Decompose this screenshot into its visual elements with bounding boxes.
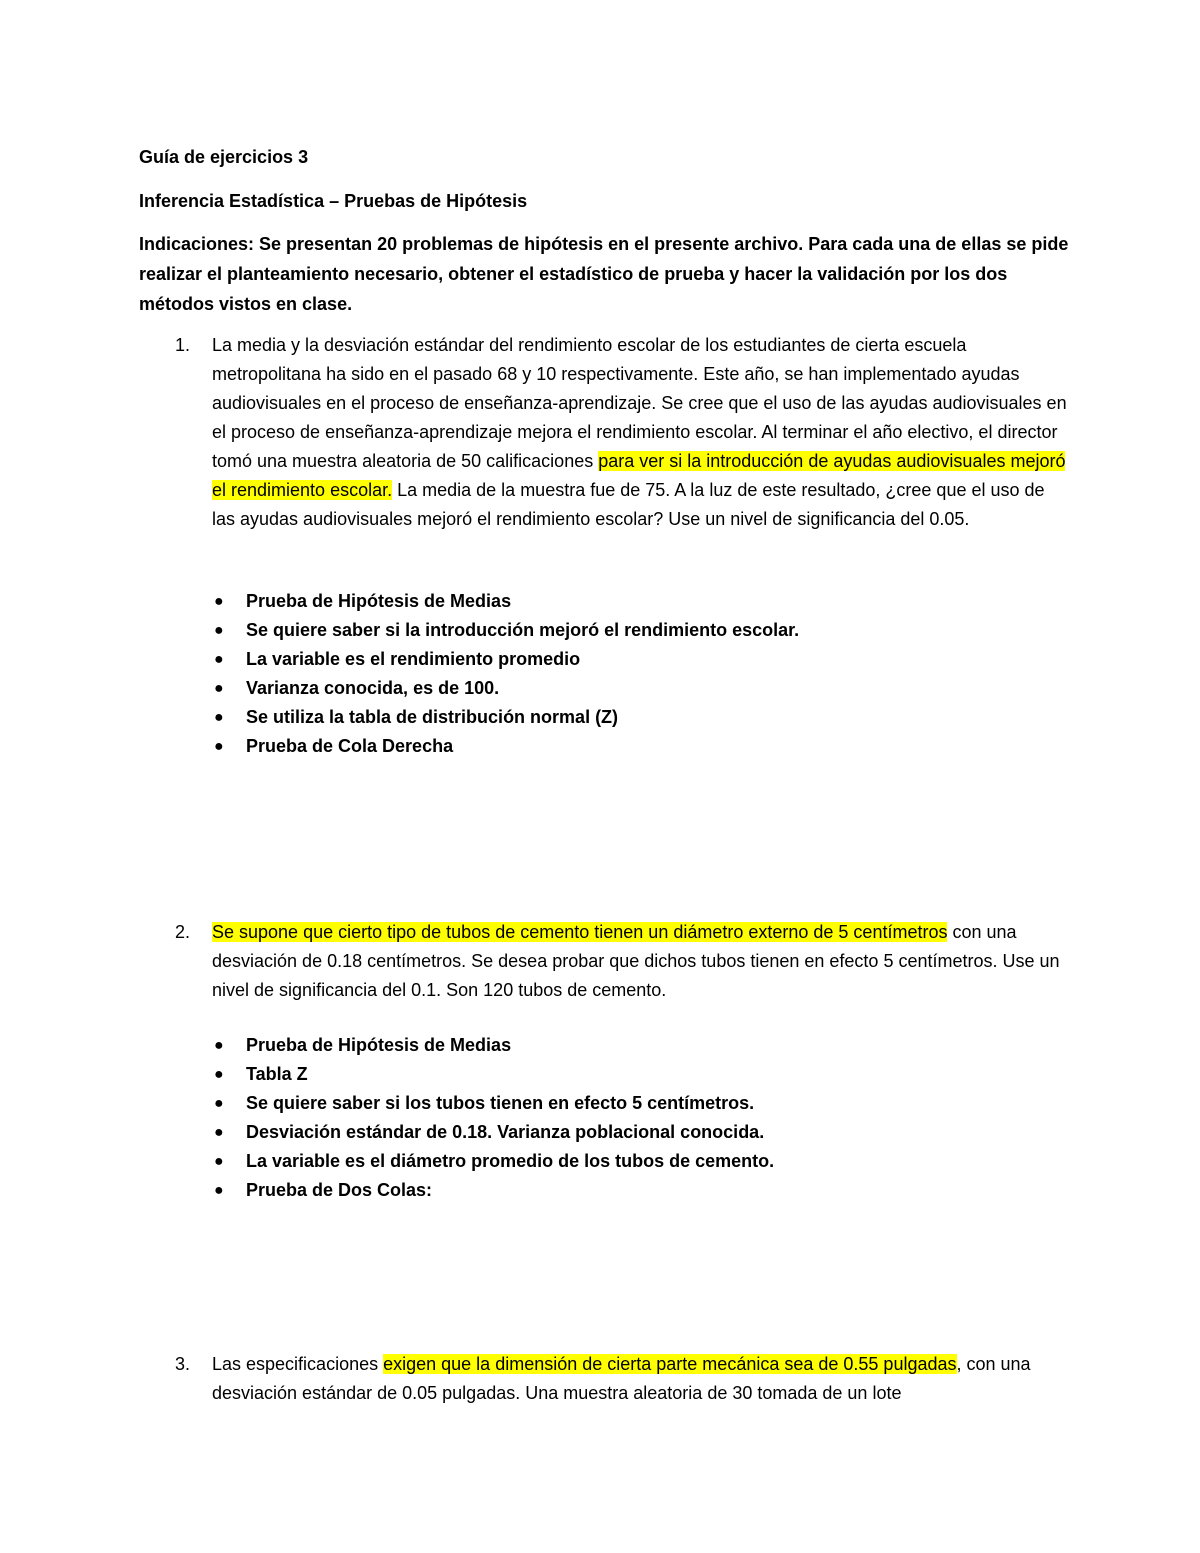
problem-3-text: [212, 1350, 1068, 1408]
problem-2-number: 2.: [175, 922, 191, 942]
bullet-icon: ●: [214, 1153, 224, 1170]
problem-3-highlight: exigen que la dimensión de cierta parte mecánica sea de 0.55 pulgadas: [383, 1354, 957, 1374]
list-item: ● Prueba de Hipótesis de Medias: [212, 1031, 1032, 1060]
bullet-icon: ●: [214, 1037, 224, 1054]
problem-3-text-after: , con una desviación estándar de 0.05 pulgadas. Una muestra aleatoria de 30 tomada de un lote: [212, 1354, 1031, 1403]
list-item: ● Se utiliza la tabla de distribución normal (Z): [212, 703, 1032, 732]
problem-1-text-before: La media y la desviación estándar del rendimiento escolar de los estudiantes de cierta escuela metropolitana ha sido en el pasado 68 y 10 respectivamente. Este año, se han implementado ayudas audiovisuales en el proceso de enseñanza-aprendizaje. Se cree que el uso de las ayudas audiovisuales en el proceso de enseñanza-aprendizaje mejora el rendimiento escolar. Al terminar el año electivo, el director tomó una muestra aleatoria de 50 calificaciones: [212, 335, 1067, 471]
document-title: Guía de ejercicios 3: [139, 147, 309, 167]
bullet-icon: ●: [214, 709, 224, 726]
bullet-icon: ●: [214, 622, 224, 639]
problem-3: [139, 1350, 1069, 1408]
problem-3-text-before: Las especificaciones: [212, 1354, 384, 1374]
list-item: ● Varianza conocida, es de 100.: [212, 674, 1032, 703]
problem-1: [139, 331, 1069, 534]
list-item: ● La variable es el diámetro promedio de los tubos de cemento.: [212, 1147, 1032, 1176]
bullet-icon: ●: [214, 1095, 224, 1112]
problem-2-text-after: con una desviación de 0.18 centímetros. Se desea probar que dichos tubos tienen en efecto 5 centímetros. Use un nivel de significancia del 0.1. Son 120 tubos de cemento.: [212, 922, 1060, 1000]
document-subtitle: Inferencia Estadística – Pruebas de Hipótesis: [139, 191, 528, 211]
problem-1-highlight: para ver si la introducción de ayudas audiovisuales mejoró el rendimiento escolar.: [212, 451, 1066, 500]
problem-2-highlight: Se supone que cierto tipo de tubos de cemento tienen un diámetro externo de 5 centímetros: [212, 922, 948, 942]
problem-3-number: 3.: [175, 1354, 191, 1374]
list-item: ● Prueba de Cola Derecha: [212, 732, 1032, 761]
list-item: ● Se quiere saber si los tubos tienen en efecto 5 centímetros.: [212, 1089, 1032, 1118]
problem-2: [139, 918, 1069, 1005]
list-item: ● Prueba de Dos Colas:: [212, 1176, 1032, 1205]
list-item: ● Tabla Z: [212, 1060, 1032, 1089]
problem-2-bullet-list: [212, 1031, 1032, 1205]
bullet-icon: ●: [214, 651, 224, 668]
problem-1-text-after: La media de la muestra fue de 75. A la luz de este resultado, ¿cree que el uso de las ayudas audiovisuales mejoró el rendimiento escolar? Use un nivel de significancia del 0.05.: [212, 480, 1045, 529]
problem-1-bullet-list: [212, 587, 1032, 761]
problem-2-text: [212, 918, 1068, 1005]
bullet-icon: ●: [214, 593, 224, 610]
list-item: ● Desviación estándar de 0.18. Varianza poblacional conocida.: [212, 1118, 1032, 1147]
bullet-icon: ●: [214, 738, 224, 755]
list-item: ● Se quiere saber si la introducción mejoró el rendimiento escolar.: [212, 616, 1032, 645]
list-item: ● Prueba de Hipótesis de Medias: [212, 587, 1032, 616]
bullet-icon: ●: [214, 1182, 224, 1199]
bullet-icon: ●: [214, 1066, 224, 1083]
bullet-icon: ●: [214, 680, 224, 697]
problem-1-text: [212, 331, 1068, 534]
bullet-icon: ●: [214, 1124, 224, 1141]
instructions-paragraph: Indicaciones: Se presentan 20 problemas de hipótesis en el presente archivo. Para cada una de ellas se pide realizar el planteamiento necesario, obtener el estadístico de prueba y hacer la validación por los dos métodos vistos en clase.: [139, 234, 1069, 314]
list-item: ● La variable es el rendimiento promedio: [212, 645, 1032, 674]
problem-1-number: 1.: [175, 335, 191, 355]
